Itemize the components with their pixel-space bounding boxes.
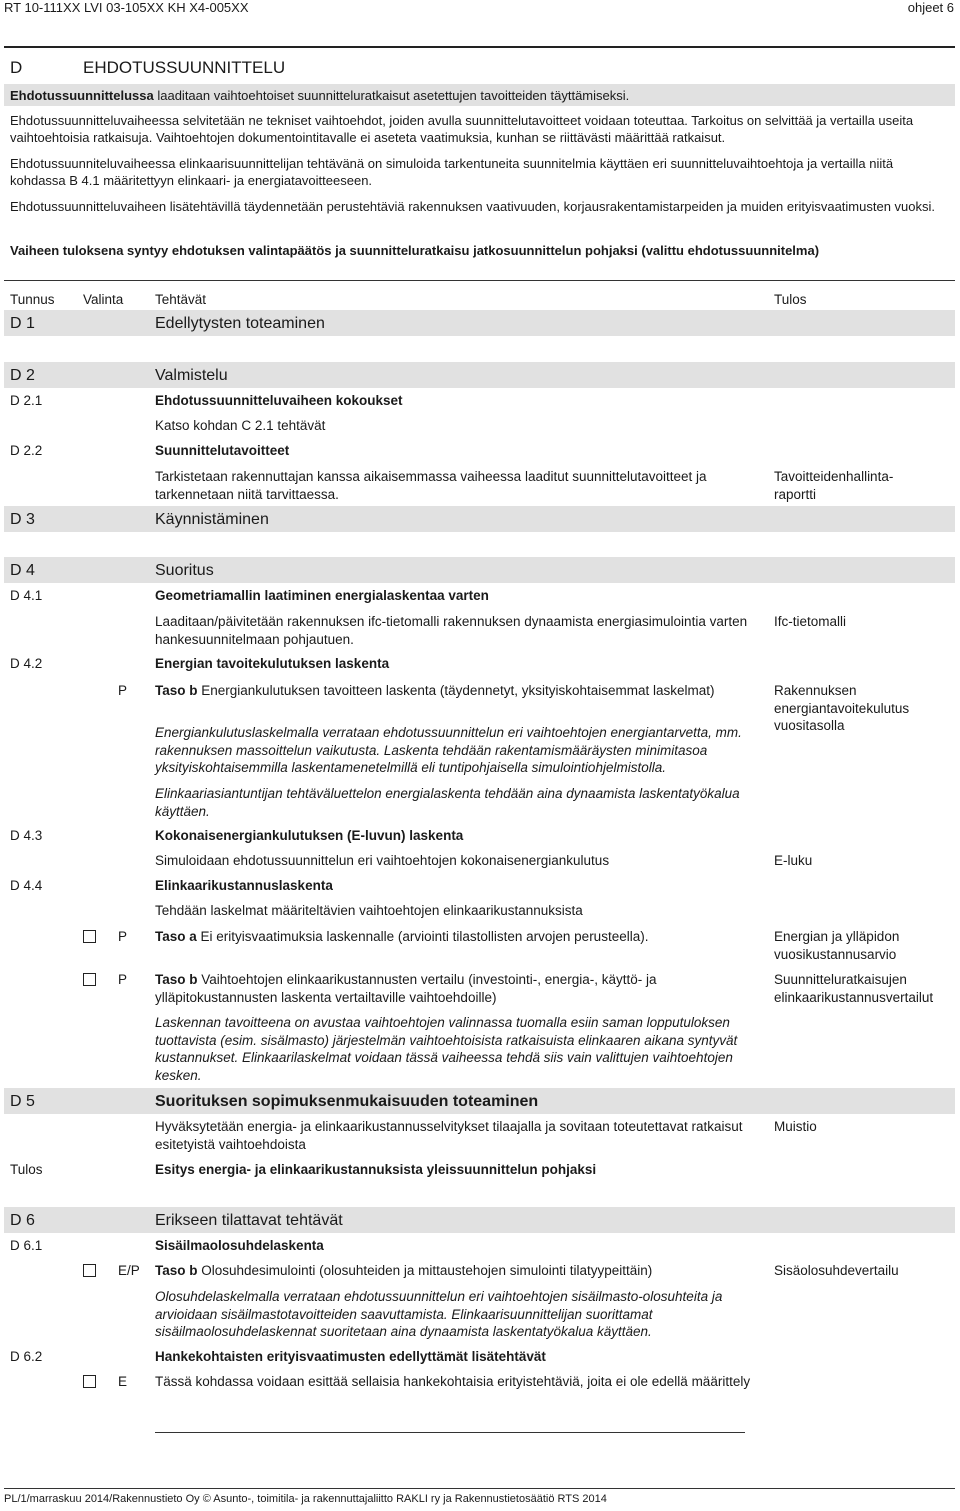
d62-checkbox[interactable] xyxy=(83,1375,96,1388)
d4-band xyxy=(4,557,955,583)
d42-choice: P xyxy=(118,683,128,698)
d44b-result: Suunnitteluratkaisujen elinkaarikustannusvertailut xyxy=(774,972,934,1005)
d44b-choice: P xyxy=(118,972,128,987)
d22-result: Tavoitteidenhallinta-raportti xyxy=(774,469,894,502)
d41-text: Laaditaan/päivitetään rakennuksen ifc-tietomalli rakennuksen dynaamista energiasimulointia varten hankesuunnitelmaan pohjautuen. xyxy=(155,614,748,647)
d42-note-2: Elinkaariasiantuntijan tehtäväluettelon energialaskenta tehdään aina dynaamista laskentatyökalua käyttäen. xyxy=(155,786,740,819)
d42-id: D 4.2 xyxy=(10,656,43,671)
intro-paragraph-1: Ehdotussuunnittelussa laaditaan vaihtoehtoiset suunnitteluratkaisut asetettujen tavoitteiden täyttämiseksi. xyxy=(10,88,630,103)
d1-title: Edellytysten toteaminen xyxy=(155,315,325,332)
d61-task: Taso b Olosuhdesimulointi (olosuhteiden ja mittaustehojen simulointi tilatyypeittäin) xyxy=(155,1263,653,1278)
d44a-choice: P xyxy=(118,929,128,944)
d41-result: Ifc-tietomalli xyxy=(774,614,847,629)
d5-result: Muistio xyxy=(774,1119,817,1134)
intro-paragraph-2: Ehdotussuunnitteluvaiheessa selvitetään ne tekniset vaihtoehdot, joiden avulla suunnittelutavoitteet voidaan toteuttaa. Tarkoitus on selvittää ja vertailla useita vaihtoehtoisia ratkaisuja. Vaihtoehtojen dokumentointitavalle ei aseteta vaatimuksia, kunhan se riittävästi määrittää ratkaisut. xyxy=(10,113,914,145)
col-tehtavat: Tehtävät xyxy=(155,292,207,307)
footer: PL/1/marraskuu 2014/Rakennustieto Oy © Asunto-, toimitila- ja rakennuttajaliitto RAKLI ry ja Rakennustietosäätiö RTS 2014 xyxy=(4,1493,607,1505)
d61-title: Sisäilmaolosuhdelaskenta xyxy=(155,1238,324,1253)
section-title: EHDOTUSSUUNNITTELU xyxy=(83,58,286,77)
d21-title: Ehdotussuunnitteluvaiheen kokoukset xyxy=(155,393,403,408)
d62-choice: E xyxy=(118,1374,128,1389)
d43-id: D 4.3 xyxy=(10,828,43,843)
d61-checkbox[interactable] xyxy=(83,1264,96,1277)
d44-id: D 4.4 xyxy=(10,878,43,893)
intro-paragraph-4: Ehdotussuunnitteluvaiheen lisätehtävillä täydennetään perustehtäviä rakennuksen vaativuuden, korjausrakentamistarpeiden ja muiden erityisvaatimusten vuoksi. xyxy=(10,199,936,214)
d2-band xyxy=(4,362,955,388)
d62-title: Hankekohtaisten erityisvaatimusten edellyttämät lisätehtävät xyxy=(155,1349,546,1364)
d44-text: Tehdään laskelmat määriteltävien vaihtoehtojen elinkaarikustannuksista xyxy=(155,903,583,918)
d2-id: D 2 xyxy=(10,367,35,384)
d4-id: D 4 xyxy=(10,562,35,579)
d44b-note: Laskennan tavoitteena on avustaa vaihtoehtojen valinnassa tuomalla esiin saman lopputuloksen tuottavista (esim. sisälmasto) järjestelmän vaihtoehtoisista ratkaisuista elinkaaren aikana syntyvät kustannukset. Elinkaarilaskelmat voidaan tässä vaiheessa tehdä siis vain valittujen vaihtoehtojen kesken. xyxy=(155,1015,738,1083)
page-header xyxy=(0,0,960,18)
d44a-checkbox[interactable] xyxy=(83,930,96,943)
d3-band xyxy=(4,506,955,532)
d22-text: Tarkistetaan rakennuttajan kanssa aikaisemmassa vaiheessa laaditut suunnittelutavoitteet ja tarkennetaan niitä tarvittaessa. xyxy=(155,469,707,502)
d5-text: Hyväksytetään energia- ja elinkaarikustannusselvitykset tilaajalla ja sovitaan toteutettavat ratkaisut esitetyistä vaihtoehdoista xyxy=(155,1119,743,1152)
d41-title: Geometriamallin laatiminen energialaskentaa varten xyxy=(155,588,489,603)
d3-title: Käynnistäminen xyxy=(155,511,269,528)
d43-result: E-luku xyxy=(774,853,813,868)
header-codes: RT 10-111XX LVI 03-105XX KH X4-005XX xyxy=(4,0,249,15)
d61-id: D 6.1 xyxy=(10,1238,43,1253)
section-id: D xyxy=(10,58,23,77)
d44b-task: Taso b Vaihtoehtojen elinkaarikustannusten vertailu (investointi-, energia-, käyttö- ja ylläpitokustannusten laskenta vertailtaville vaihtoehdoille) xyxy=(155,972,657,1005)
table-top-rule xyxy=(4,280,955,281)
d5-id: D 5 xyxy=(10,1093,35,1110)
d44b-checkbox[interactable] xyxy=(83,973,96,986)
d6-band xyxy=(4,1207,955,1233)
d3-id: D 3 xyxy=(10,511,35,528)
col-tulos: Tulos xyxy=(774,292,807,307)
footer-rule xyxy=(4,1488,955,1489)
d6-id: D 6 xyxy=(10,1212,35,1229)
d41-id: D 4.1 xyxy=(10,588,43,603)
d22-title: Suunnittelutavoitteet xyxy=(155,443,290,458)
d43-text: Simuloidaan ehdotussuunnittelun eri vaihtoehtojen kokonaisenergiankulutus xyxy=(155,853,610,868)
d61-result: Sisäolosuhdevertailu xyxy=(774,1263,899,1278)
d21-id: D 2.1 xyxy=(10,393,43,408)
d1-band xyxy=(4,310,955,336)
d61-note: Olosuhdelaskelmalla verrataan ehdotussuunnittelun eri vaihtoehtojen sisäilmasto-olosuhteita ja arvioidaan sisäilmastotavoitteiden saavuttamista. Elinkaarisuunnittelijan suorittamat sisäilmaolosuhdelaskennat suoritetaan aina dynaamista laskentatyökalua käyttäen. xyxy=(155,1289,723,1339)
d22-id: D 2.2 xyxy=(10,443,43,458)
d62-id: D 6.2 xyxy=(10,1349,43,1364)
d4-title: Suoritus xyxy=(155,562,214,579)
header-page: ohjeet 6 xyxy=(907,0,954,15)
col-valinta: Valinta xyxy=(83,292,124,307)
d42-title: Energian tavoitekulutuksen laskenta xyxy=(155,656,390,671)
intro-paragraph-3: Ehdotussuunniteluvaiheessa elinkaarisuunnittelijan tehtävänä on simuloida tarkentuneita suunnitelmia käyttäen eri suunnitteluvaihtoehtoja ja vertailla niitä kohdassa B 4.1 määritettyyn elinkaari- ja energiatavoitteeseen. xyxy=(10,156,894,188)
d44a-result: Energian ja ylläpidon vuosikustannusarvio xyxy=(774,929,900,962)
d21-text: Katso kohdan C 2.1 tehtävät xyxy=(155,418,326,433)
d44a-task: Taso a Ei erityisvaatimuksia laskennalle (arviointi tilastollisten arvojen perusteella). xyxy=(155,929,649,944)
tulos-text: Esitys energia- ja elinkaarikustannuksista yleissuunnittelun pohjaksi xyxy=(155,1162,597,1177)
d44-title: Elinkaarikustannuslaskenta xyxy=(155,878,333,893)
intro-paragraph-5: Vaiheen tuloksena syntyy ehdotuksen valintapäätös ja suunnitteluratkaisu jatkosuunnittelun pohjaksi (valittu ehdotussuunnitelma) xyxy=(10,243,820,258)
d5-title: Suorituksen sopimuksenmukaisuuden toteaminen xyxy=(155,1093,539,1110)
tulos-id: Tulos xyxy=(10,1162,43,1177)
d43-title: Kokonaisenergiankulutuksen (E-luvun) laskenta xyxy=(155,828,464,843)
d42-result: Rakennuksen energiantavoitekulutus vuositasolla xyxy=(774,683,910,733)
d42-note-1: Energiankulutuslaskelmalla verrataan ehdotussuunnittelun eri vaihtoehtojen energiantarvetta, mm. rakennuksen massoittelun vaikutusta. Laskenta tehdään rakentamismääräysten minimitasoa yksityiskohtaisemmilla laskentamenetelmillä eli tuntipohjaisella simulointiohjelmistolla. xyxy=(155,725,742,775)
end-rule xyxy=(155,1432,745,1433)
d62-text: Tässä kohdassa voidaan esittää sellaisia hankekohtaisia erityistehtäviä, joita ei ole edellä määrittely xyxy=(155,1374,751,1389)
d6-title: Erikseen tilattavat tehtävät xyxy=(155,1212,343,1229)
col-tunnus: Tunnus xyxy=(10,292,55,307)
d61-choice: E/P xyxy=(118,1263,140,1278)
header-rule xyxy=(4,46,955,48)
d2-title: Valmistelu xyxy=(155,367,228,384)
d42-task: Taso b Energiankulutuksen tavoitteen laskenta (täydennetyt, yksityiskohtaisemmat laskelmat) xyxy=(155,683,715,698)
d1-id: D 1 xyxy=(10,315,35,332)
